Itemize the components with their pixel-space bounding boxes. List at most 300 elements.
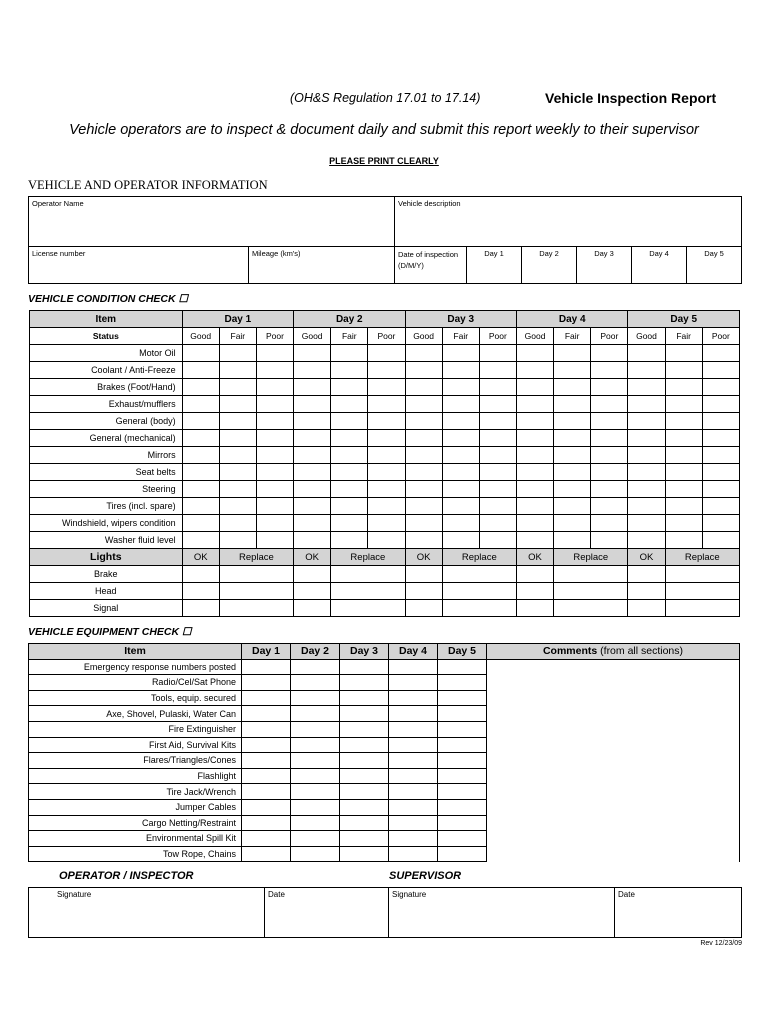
check-cell[interactable]: [591, 447, 628, 464]
check-cell[interactable]: [256, 532, 293, 549]
check-cell[interactable]: [438, 737, 487, 753]
check-cell[interactable]: [665, 345, 702, 362]
check-cell[interactable]: [368, 413, 405, 430]
check-cell[interactable]: [182, 532, 219, 549]
check-cell[interactable]: [516, 515, 553, 532]
check-cell[interactable]: [702, 447, 739, 464]
check-cell[interactable]: [219, 583, 293, 600]
check-cell[interactable]: [479, 430, 516, 447]
check-cell[interactable]: [291, 799, 340, 815]
check-cell[interactable]: [702, 498, 739, 515]
check-cell[interactable]: [438, 706, 487, 722]
check-cell[interactable]: [591, 396, 628, 413]
check-cell[interactable]: [294, 396, 331, 413]
check-cell[interactable]: [405, 498, 442, 515]
check-cell[interactable]: [219, 498, 256, 515]
check-cell[interactable]: [219, 532, 256, 549]
check-cell[interactable]: [389, 675, 438, 691]
check-cell[interactable]: [405, 396, 442, 413]
check-cell[interactable]: [291, 815, 340, 831]
check-cell[interactable]: [479, 362, 516, 379]
check-cell[interactable]: [291, 831, 340, 847]
check-cell[interactable]: [340, 815, 389, 831]
check-cell[interactable]: [294, 600, 331, 617]
check-cell[interactable]: [291, 706, 340, 722]
check-cell[interactable]: [479, 345, 516, 362]
check-cell[interactable]: [340, 721, 389, 737]
vehicle-description-field[interactable]: [395, 197, 742, 247]
check-cell[interactable]: [516, 583, 553, 600]
check-cell[interactable]: [516, 447, 553, 464]
check-cell[interactable]: [219, 413, 256, 430]
check-cell[interactable]: [591, 515, 628, 532]
check-cell[interactable]: [242, 799, 291, 815]
info-day-2-field[interactable]: [522, 247, 577, 284]
check-cell[interactable]: [291, 768, 340, 784]
check-cell[interactable]: [442, 481, 479, 498]
check-cell[interactable]: [256, 481, 293, 498]
check-cell[interactable]: [242, 815, 291, 831]
ok-label: OK: [405, 549, 442, 566]
check-cell[interactable]: [479, 413, 516, 430]
check-cell[interactable]: [405, 413, 442, 430]
check-cell[interactable]: [291, 784, 340, 800]
check-cell[interactable]: [331, 447, 368, 464]
check-cell[interactable]: [331, 464, 368, 481]
check-cell[interactable]: [554, 447, 591, 464]
check-cell[interactable]: [405, 600, 442, 617]
operator-signature-field[interactable]: [29, 888, 265, 938]
check-cell[interactable]: [242, 768, 291, 784]
check-cell[interactable]: [702, 515, 739, 532]
check-cell[interactable]: [665, 583, 739, 600]
check-cell[interactable]: [702, 362, 739, 379]
info-day-3-field[interactable]: [577, 247, 632, 284]
check-cell[interactable]: [628, 362, 665, 379]
check-cell[interactable]: [256, 464, 293, 481]
check-cell[interactable]: [256, 515, 293, 532]
check-cell[interactable]: [628, 583, 665, 600]
check-cell[interactable]: [665, 566, 739, 583]
check-cell[interactable]: [442, 515, 479, 532]
condition-item-label: Windshield, wipers condition: [30, 515, 183, 532]
check-cell[interactable]: [368, 464, 405, 481]
check-cell[interactable]: [389, 846, 438, 862]
check-cell[interactable]: [182, 583, 219, 600]
check-cell[interactable]: [554, 600, 628, 617]
check-cell[interactable]: [442, 447, 479, 464]
check-cell[interactable]: [479, 498, 516, 515]
check-cell[interactable]: [256, 362, 293, 379]
day-header: Day 1: [242, 644, 291, 660]
supervisor-signature-field[interactable]: [389, 888, 615, 938]
check-cell[interactable]: [242, 675, 291, 691]
check-cell[interactable]: [628, 532, 665, 549]
check-cell[interactable]: [554, 515, 591, 532]
check-cell[interactable]: [340, 768, 389, 784]
check-cell[interactable]: [389, 815, 438, 831]
check-cell[interactable]: [219, 396, 256, 413]
check-cell[interactable]: [294, 464, 331, 481]
check-cell[interactable]: [331, 413, 368, 430]
check-cell[interactable]: [665, 413, 702, 430]
check-cell[interactable]: [405, 481, 442, 498]
check-cell[interactable]: [442, 345, 479, 362]
check-cell[interactable]: [591, 379, 628, 396]
check-cell[interactable]: [438, 675, 487, 691]
check-cell[interactable]: [405, 515, 442, 532]
check-cell[interactable]: [291, 675, 340, 691]
check-cell[interactable]: [389, 799, 438, 815]
check-cell[interactable]: [368, 532, 405, 549]
check-cell[interactable]: [438, 659, 487, 675]
check-cell[interactable]: [405, 566, 442, 583]
check-cell[interactable]: [219, 464, 256, 481]
check-cell[interactable]: [182, 362, 219, 379]
check-cell[interactable]: [219, 566, 293, 583]
check-cell[interactable]: [438, 753, 487, 769]
check-cell[interactable]: [294, 566, 331, 583]
check-cell[interactable]: [368, 447, 405, 464]
check-cell[interactable]: [628, 396, 665, 413]
check-cell[interactable]: [516, 430, 553, 447]
check-cell[interactable]: [242, 753, 291, 769]
check-cell[interactable]: [182, 396, 219, 413]
check-cell[interactable]: [340, 799, 389, 815]
check-cell[interactable]: [516, 532, 553, 549]
check-cell[interactable]: [479, 515, 516, 532]
check-cell[interactable]: [331, 396, 368, 413]
check-cell[interactable]: [665, 447, 702, 464]
check-cell[interactable]: [256, 379, 293, 396]
check-cell[interactable]: [702, 481, 739, 498]
check-cell[interactable]: [591, 498, 628, 515]
check-cell[interactable]: [294, 515, 331, 532]
check-cell[interactable]: [628, 345, 665, 362]
check-cell[interactable]: [182, 345, 219, 362]
check-cell[interactable]: [242, 846, 291, 862]
check-cell[interactable]: [516, 566, 553, 583]
check-cell[interactable]: [331, 515, 368, 532]
check-cell[interactable]: [516, 379, 553, 396]
check-cell[interactable]: [389, 721, 438, 737]
check-cell[interactable]: [442, 396, 479, 413]
check-cell[interactable]: [294, 583, 331, 600]
check-cell[interactable]: [405, 447, 442, 464]
check-cell[interactable]: [554, 481, 591, 498]
check-cell[interactable]: [479, 396, 516, 413]
check-cell[interactable]: [182, 413, 219, 430]
check-cell[interactable]: [340, 737, 389, 753]
check-cell[interactable]: [516, 396, 553, 413]
check-cell[interactable]: [182, 498, 219, 515]
check-cell[interactable]: [256, 413, 293, 430]
check-cell[interactable]: [665, 362, 702, 379]
check-cell[interactable]: [340, 753, 389, 769]
check-cell[interactable]: [628, 379, 665, 396]
check-cell[interactable]: [256, 345, 293, 362]
check-cell[interactable]: [516, 362, 553, 379]
check-cell[interactable]: [219, 600, 293, 617]
check-cell[interactable]: [340, 831, 389, 847]
check-cell[interactable]: [479, 532, 516, 549]
check-cell[interactable]: [291, 737, 340, 753]
check-cell[interactable]: [665, 481, 702, 498]
check-cell[interactable]: [442, 430, 479, 447]
info-day-label: Day 2: [539, 249, 559, 258]
info-day-1-field[interactable]: [467, 247, 522, 284]
check-cell[interactable]: [628, 430, 665, 447]
info-day-5-field[interactable]: [687, 247, 742, 284]
comments-note: (from all sections): [597, 645, 684, 658]
check-cell[interactable]: [294, 498, 331, 515]
check-cell[interactable]: [182, 379, 219, 396]
check-cell[interactable]: [331, 583, 405, 600]
check-cell[interactable]: [702, 413, 739, 430]
check-cell[interactable]: [442, 583, 516, 600]
check-cell[interactable]: [389, 831, 438, 847]
check-cell[interactable]: [340, 675, 389, 691]
check-cell[interactable]: [242, 690, 291, 706]
check-cell[interactable]: [554, 396, 591, 413]
check-cell[interactable]: [554, 430, 591, 447]
check-cell[interactable]: [291, 659, 340, 675]
check-cell[interactable]: [665, 532, 702, 549]
check-cell[interactable]: [219, 481, 256, 498]
check-cell[interactable]: [389, 706, 438, 722]
check-cell[interactable]: [554, 362, 591, 379]
check-cell[interactable]: [331, 498, 368, 515]
check-cell[interactable]: [242, 659, 291, 675]
check-cell[interactable]: [242, 737, 291, 753]
check-cell[interactable]: [591, 464, 628, 481]
check-cell[interactable]: [294, 379, 331, 396]
check-cell[interactable]: [516, 498, 553, 515]
check-cell[interactable]: [665, 396, 702, 413]
check-cell[interactable]: [438, 768, 487, 784]
table-row: [30, 515, 740, 532]
supervisor-date-field[interactable]: [615, 888, 742, 938]
check-cell[interactable]: [368, 396, 405, 413]
check-cell[interactable]: [591, 532, 628, 549]
check-cell[interactable]: [405, 362, 442, 379]
check-cell[interactable]: [438, 815, 487, 831]
equipment-item-label: Tow Rope, Chains: [29, 846, 242, 862]
check-cell[interactable]: [442, 498, 479, 515]
condition-item-label: Washer fluid level: [30, 532, 183, 549]
check-cell[interactable]: [702, 345, 739, 362]
check-cell[interactable]: [389, 768, 438, 784]
check-cell[interactable]: [242, 784, 291, 800]
check-cell[interactable]: [242, 831, 291, 847]
check-cell[interactable]: [516, 345, 553, 362]
check-cell[interactable]: [219, 447, 256, 464]
check-cell[interactable]: [219, 379, 256, 396]
check-cell[interactable]: [368, 345, 405, 362]
check-cell[interactable]: [628, 447, 665, 464]
check-cell[interactable]: [219, 430, 256, 447]
check-cell[interactable]: [665, 498, 702, 515]
check-cell[interactable]: [479, 447, 516, 464]
check-cell[interactable]: [182, 430, 219, 447]
check-cell[interactable]: [628, 566, 665, 583]
check-cell[interactable]: [219, 345, 256, 362]
check-cell[interactable]: [331, 430, 368, 447]
check-cell[interactable]: [256, 498, 293, 515]
operator-name-field[interactable]: [29, 197, 395, 247]
check-cell[interactable]: [591, 430, 628, 447]
check-cell[interactable]: [438, 721, 487, 737]
check-cell[interactable]: [702, 464, 739, 481]
check-cell[interactable]: [554, 464, 591, 481]
check-cell[interactable]: [628, 600, 665, 617]
check-cell[interactable]: [479, 481, 516, 498]
check-cell[interactable]: [554, 583, 628, 600]
check-cell[interactable]: [591, 362, 628, 379]
check-cell[interactable]: [331, 566, 405, 583]
check-cell[interactable]: [442, 600, 516, 617]
check-cell[interactable]: [242, 721, 291, 737]
check-cell[interactable]: [368, 498, 405, 515]
check-cell[interactable]: [256, 447, 293, 464]
check-cell[interactable]: [516, 464, 553, 481]
condition-item-label: General (body): [30, 413, 183, 430]
check-cell[interactable]: [182, 600, 219, 617]
check-cell[interactable]: [702, 430, 739, 447]
check-cell[interactable]: [628, 481, 665, 498]
check-cell[interactable]: [291, 753, 340, 769]
check-cell[interactable]: [554, 566, 628, 583]
check-cell[interactable]: [291, 846, 340, 862]
check-cell[interactable]: [479, 379, 516, 396]
check-cell[interactable]: [442, 532, 479, 549]
check-cell[interactable]: [628, 498, 665, 515]
check-cell[interactable]: [405, 532, 442, 549]
check-cell[interactable]: [442, 379, 479, 396]
check-cell[interactable]: [405, 379, 442, 396]
check-cell[interactable]: [368, 379, 405, 396]
check-cell[interactable]: [438, 690, 487, 706]
check-cell[interactable]: [516, 600, 553, 617]
check-cell[interactable]: [389, 690, 438, 706]
check-cell[interactable]: [628, 464, 665, 481]
check-cell[interactable]: [331, 345, 368, 362]
check-cell[interactable]: [405, 464, 442, 481]
check-cell[interactable]: [516, 413, 553, 430]
check-cell[interactable]: [219, 362, 256, 379]
operator-date-field[interactable]: [265, 888, 389, 938]
check-cell[interactable]: [665, 515, 702, 532]
check-cell[interactable]: [219, 515, 256, 532]
check-cell[interactable]: [665, 600, 739, 617]
check-cell[interactable]: [294, 430, 331, 447]
check-cell[interactable]: [291, 690, 340, 706]
check-cell[interactable]: [591, 345, 628, 362]
check-cell[interactable]: [368, 481, 405, 498]
check-cell[interactable]: [368, 430, 405, 447]
check-cell[interactable]: [294, 447, 331, 464]
check-cell[interactable]: [665, 430, 702, 447]
check-cell[interactable]: [702, 396, 739, 413]
check-cell[interactable]: [442, 413, 479, 430]
license-number-field[interactable]: [29, 247, 249, 284]
check-cell[interactable]: [554, 379, 591, 396]
comments-area[interactable]: [487, 659, 740, 862]
check-cell[interactable]: [438, 799, 487, 815]
check-cell[interactable]: [291, 721, 340, 737]
check-cell[interactable]: [368, 362, 405, 379]
check-cell[interactable]: [554, 345, 591, 362]
check-cell[interactable]: [340, 659, 389, 675]
check-cell[interactable]: [442, 464, 479, 481]
check-cell[interactable]: [442, 566, 516, 583]
mileage-field[interactable]: [249, 247, 395, 284]
check-cell[interactable]: [256, 396, 293, 413]
check-cell[interactable]: [340, 784, 389, 800]
check-cell[interactable]: [182, 464, 219, 481]
check-cell[interactable]: [242, 706, 291, 722]
check-cell[interactable]: [438, 846, 487, 862]
check-cell[interactable]: [442, 362, 479, 379]
check-cell[interactable]: [182, 566, 219, 583]
check-cell[interactable]: [256, 430, 293, 447]
check-cell[interactable]: [702, 379, 739, 396]
check-cell[interactable]: [479, 464, 516, 481]
check-cell[interactable]: [368, 515, 405, 532]
check-cell[interactable]: [405, 430, 442, 447]
check-cell[interactable]: [340, 690, 389, 706]
info-day-4-field[interactable]: [632, 247, 687, 284]
check-cell[interactable]: [438, 831, 487, 847]
check-cell[interactable]: [591, 413, 628, 430]
check-cell[interactable]: [340, 846, 389, 862]
check-cell[interactable]: [389, 659, 438, 675]
check-cell[interactable]: [438, 784, 487, 800]
check-cell[interactable]: [702, 532, 739, 549]
check-cell[interactable]: [665, 379, 702, 396]
check-cell[interactable]: [628, 515, 665, 532]
check-cell[interactable]: [294, 532, 331, 549]
check-cell[interactable]: [405, 345, 442, 362]
check-cell[interactable]: [389, 737, 438, 753]
check-cell[interactable]: [331, 362, 368, 379]
check-cell[interactable]: [331, 481, 368, 498]
check-cell[interactable]: [405, 583, 442, 600]
check-cell[interactable]: [331, 379, 368, 396]
check-cell[interactable]: [554, 413, 591, 430]
check-cell[interactable]: [294, 413, 331, 430]
check-cell[interactable]: [331, 532, 368, 549]
check-cell[interactable]: [182, 481, 219, 498]
check-cell[interactable]: [389, 784, 438, 800]
check-cell[interactable]: [294, 362, 331, 379]
check-cell[interactable]: [554, 498, 591, 515]
check-cell[interactable]: [340, 706, 389, 722]
check-cell[interactable]: [516, 481, 553, 498]
check-cell[interactable]: [628, 413, 665, 430]
check-cell[interactable]: [389, 753, 438, 769]
check-cell[interactable]: [591, 481, 628, 498]
check-cell[interactable]: [554, 532, 591, 549]
check-cell[interactable]: [182, 447, 219, 464]
table-row: [30, 532, 740, 549]
check-cell[interactable]: [294, 481, 331, 498]
check-cell[interactable]: [182, 515, 219, 532]
condition-item-label: Exhaust/mufflers: [30, 396, 183, 413]
check-cell[interactable]: [294, 345, 331, 362]
check-cell[interactable]: [331, 600, 405, 617]
check-cell[interactable]: [665, 464, 702, 481]
